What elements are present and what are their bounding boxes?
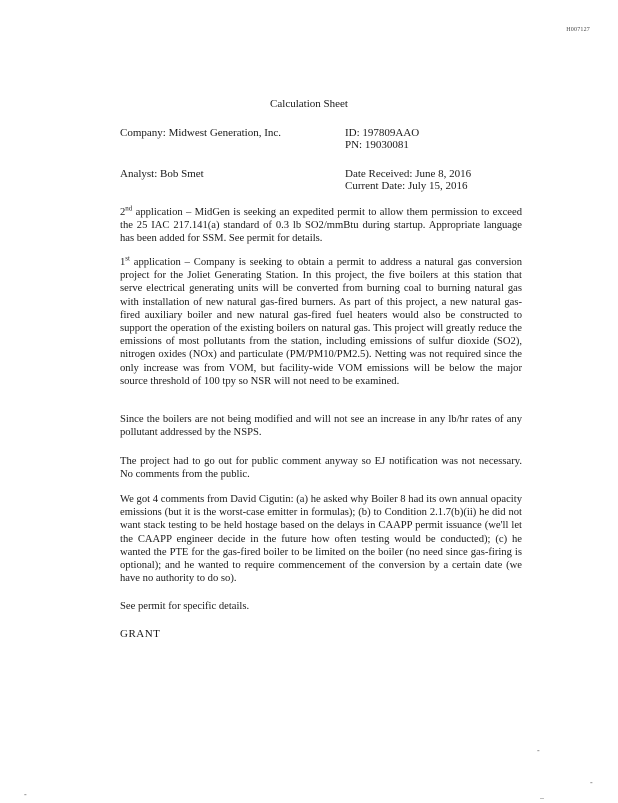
margin-mark: - xyxy=(590,778,593,787)
margin-mark: .. xyxy=(540,792,544,801)
current-date-value: July 15, 2016 xyxy=(407,180,468,192)
current-date-line xyxy=(345,180,468,193)
paragraph-nsps: Since the boilers are not being modified and will not see an increase in any lb/hr rates of any pollutant addressed by the NSPS. xyxy=(120,414,522,439)
current-date-label: Current Date: xyxy=(345,180,406,192)
page-title: Calculation Sheet xyxy=(270,98,348,110)
date-received-label: Date Received: xyxy=(345,168,413,180)
date-received-value: June 8, 2016 xyxy=(415,168,472,180)
pn-value: 19030081 xyxy=(364,139,409,151)
para2-superscript: st xyxy=(125,254,130,263)
id-label: ID: xyxy=(345,127,360,139)
analyst-value: Bob Smet xyxy=(160,168,204,180)
company-value: Midwest Generation, Inc. xyxy=(168,127,282,139)
paragraph-see-permit: See permit for specific details. xyxy=(120,601,250,612)
paragraph-public-comment: The project had to go out for public comment anyway so EJ notification was not necessary. No comments from the public. xyxy=(120,456,522,481)
document-id: H007127 xyxy=(566,27,590,33)
analyst-label: Analyst: xyxy=(120,168,158,180)
para1-text: application – MidGen is seeking an expedited permit to allow them permission to exceed the 25 IAC 217.141(a) standard of 0.3 lb SO2/mmBtu during startup. Appropriate language has been added for SSM. See permit for details. xyxy=(120,207,522,245)
paragraph-first-application xyxy=(120,256,522,388)
pn-label: PN: xyxy=(345,139,363,151)
margin-mark: - xyxy=(537,746,540,755)
para1-ordinal: 2 xyxy=(120,207,126,218)
margin-mark: - xyxy=(24,790,27,799)
company-label: Company: xyxy=(120,127,166,139)
analyst-line xyxy=(120,168,204,181)
company-line xyxy=(120,127,281,140)
pn-line xyxy=(345,139,409,152)
para2-ordinal: 1 xyxy=(120,257,126,268)
signature: GRANT xyxy=(120,628,161,640)
id-value: 197809AAO xyxy=(362,127,420,139)
para2-text: application – Company is seeking to obtain a permit to address a natural gas conversion project for the Joliet Generating Station. In this project, the five boilers at this station that serve electrical generating units will be converted from burning coal to burning natural gas with installation of new natural gas-fired burners. As part of this project, a new natural gas-fired auxiliary boiler and new natural gas-fired fuel heaters would also be constructed to support the operation of the existing boilers on natural gas. This project will greatly reduce the emissions of most pollutants from the station, including emissions of sulfur dioxide (SO2), nitrogen oxides (NOx) and particulate (PM/PM10/PM2.5). Netting was not required since the only increase was from VOM, but facility-wide VOM emissions will be below the major source threshold of 100 tpy so NSR will not need to be examined. xyxy=(120,257,522,387)
paragraph-second-application xyxy=(120,206,522,246)
para1-superscript: nd xyxy=(125,204,133,213)
paragraph-comments: We got 4 comments from David Cigutin: (a) he asked why Boiler 8 had its own annual opacity emissions (but it is the worst-case emitter in formulas); (b) to Condition 2.1.7(b)(ii) he did not want stack testing to be held hostage based on the delays in CAAPP permit issuance (we'll let the CAAPP engineer decide in the future how often testing would be conducted); (c) he wanted the PTE for the gas-fired boiler to be limited on the boiler (no need since gas-firing is optional); and he wanted to require commencement of the conversion by a certain date (we have no authority to do so). xyxy=(120,494,522,585)
